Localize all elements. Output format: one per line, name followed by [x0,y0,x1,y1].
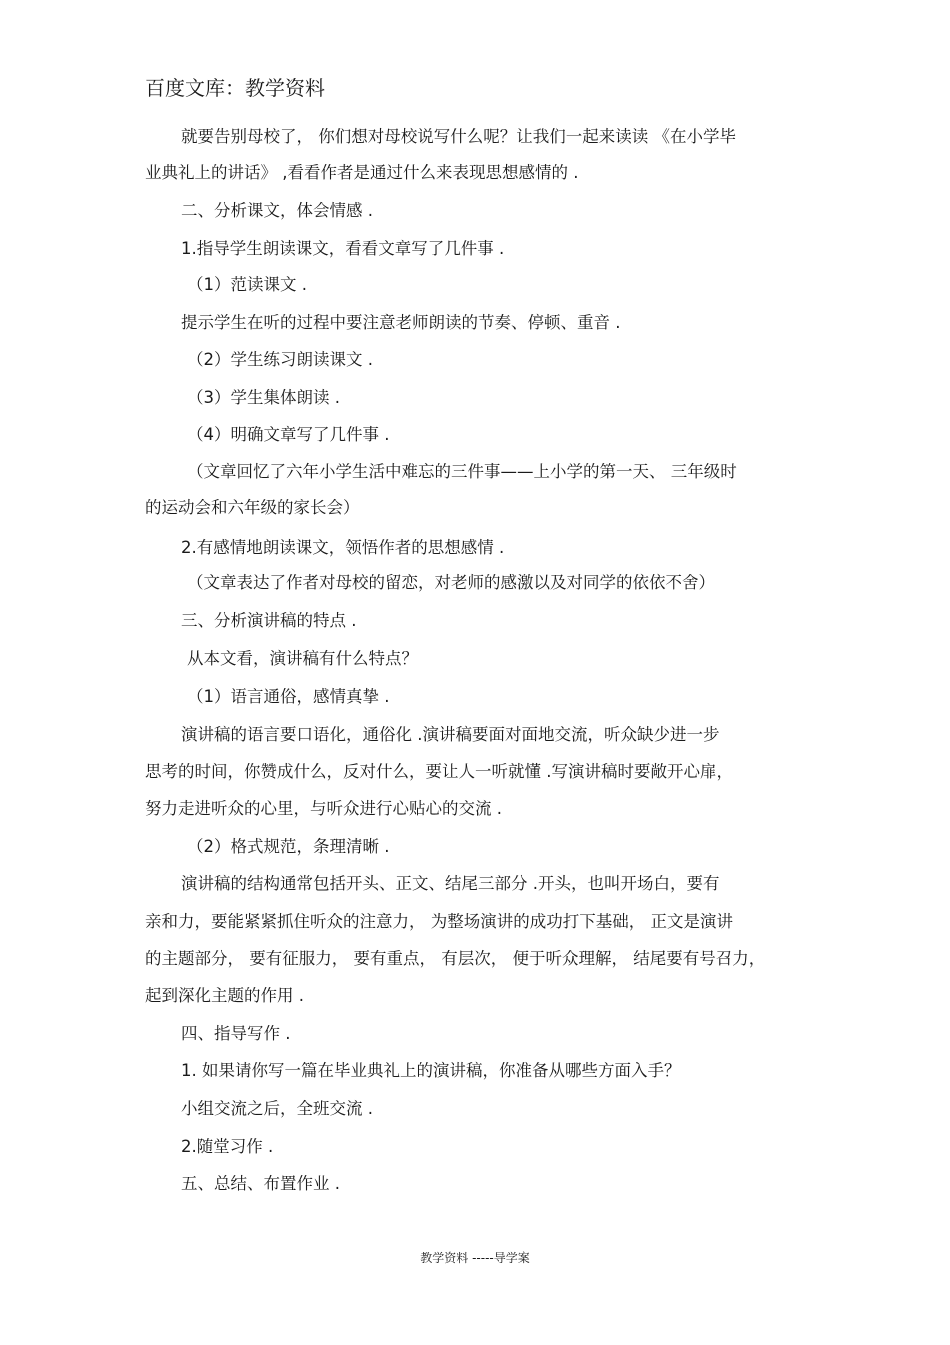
body-line: （文章回忆了六年小学生活中难忘的三件事——上小学的第一天、 三年级时 [187,462,737,481]
page-footer: 教学资料 -----导学案 [420,1251,530,1265]
body-line: 1.指导学生朗读课文，看看文章写了几件事 . [181,239,505,258]
body-line: 就要告别母校了， 你们想对母校说写什么呢？让我们一起来读读 《在小学毕 [181,127,736,146]
section-heading: 四、指导写作 . [181,1024,291,1043]
body-line: 业典礼上的讲话》 ,看看作者是通过什么来表现思想感情的 . [145,163,579,182]
body-line: 从本文看，演讲稿有什么特点？ [187,649,418,668]
body-line: 起到深化主题的作用 . [145,986,304,1005]
body-line: （1）范读课文 . [187,275,307,294]
body-line: （文章表达了作者对母校的留恋，对老师的感激以及对同学的依依不舍） [187,573,715,592]
body-line: 提示学生在听的过程中要注意老师朗读的节奏、停顿、重音 . [181,313,621,332]
body-line: 努力走进听众的心里，与听众进行心贴心的交流 . [145,799,502,818]
body-line: 演讲稿的语言要口语化，通俗化 .演讲稿要面对面地交流，听众缺少进一步 [181,725,720,744]
body-line: 思考的时间，你赞成什么，反对什么，要让人一听就懂 .写演讲稿时要敞开心扉， [145,762,733,781]
body-line: （3）学生集体朗读 . [187,388,340,407]
section-heading: 五、总结、布置作业 . [181,1174,340,1193]
body-line: 的主题部分， 要有征服力， 要有重点， 有层次， 便于听众理解， 结尾要有号召力， [145,949,766,968]
body-line: （2）格式规范，条理清晰 . [187,837,390,856]
body-line: 1. 如果请你写一篇在毕业典礼上的演讲稿，你准备从哪些方面入手？ [181,1061,681,1080]
section-heading: 三、分析演讲稿的特点 . [181,611,357,630]
body-line: 演讲稿的结构通常包括开头、正文、结尾三部分 .开头，也叫开场白，要有 [181,874,720,893]
body-line: 2.随堂习作 . [181,1137,274,1156]
body-line: 2.有感情地朗读课文，领悟作者的思想感情 . [181,538,505,557]
body-line: （2）学生练习朗读课文 . [187,350,373,369]
section-heading: 二、分析课文，体会情感 . [181,201,373,220]
body-line: 的运动会和六年级的家长会） [145,498,360,517]
body-line: 小组交流之后，全班交流 . [181,1099,373,1118]
body-line: （1）语言通俗，感情真挚 . [187,687,390,706]
body-line: 亲和力，要能紧紧抓住听众的注意力， 为整场演讲的成功打下基础， 正文是演讲 [145,912,733,931]
body-line: （4）明确文章写了几件事 . [187,425,390,444]
page-header-title: 百度文库：教学资料 [145,76,325,100]
